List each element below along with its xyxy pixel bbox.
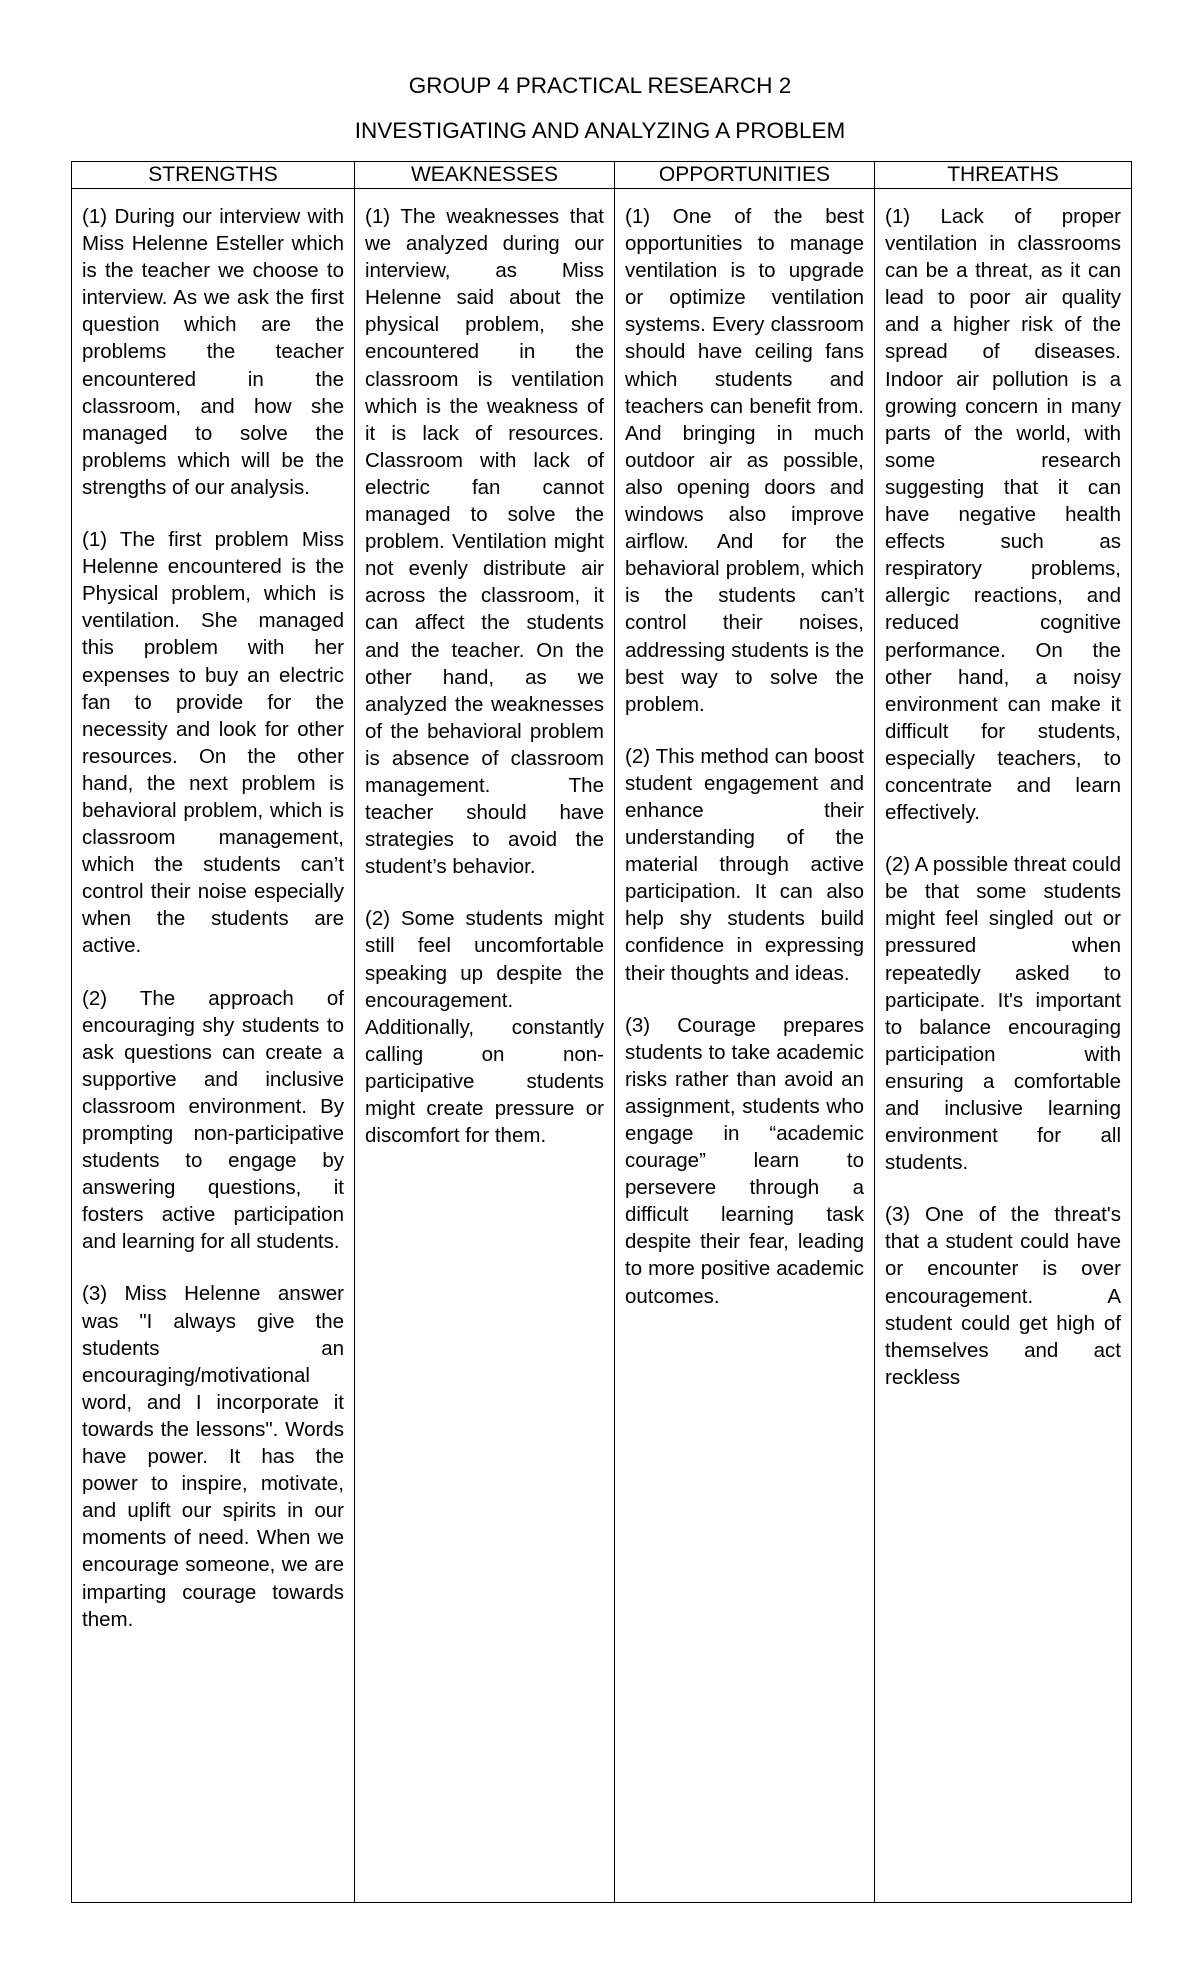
strengths-paragraph: (1) The first problem Miss Helenne encountered is the Physical problem, which is ventilation. She managed this problem with her expenses to buy an electric fan to provide for the necessity and look for other resources. On the other hand, the next problem is behavioral problem, which is classroom management, which the students can’t control their noise especially when the students are active. [82, 528, 344, 958]
opportunities-paragraph: (1) One of the best opportunities to manage ventilation is to upgrade or optimize ventilation systems. Every classroom should have ceiling fans which students and teachers can benefit from. And bringing in much outdoor air as possible, also opening doors and windows also improve airflow. And for the behavioral problem, which is the students can’t control their noises, addressing students is the best way to solve the problem. [625, 205, 864, 716]
strengths-paragraph: (2) The approach of encouraging shy students to ask questions can create a supportive and inclusive classroom environment. By prompting non-participative students to engage by answering questions, it fosters active participation and learning for all students. [82, 986, 344, 1254]
threats-paragraph: (2) A possible threat could be that some students might feel singled out or pressured when repeatedly asked to participate. It's important to balance encouraging participation with ensuring a comfortable and inclusive learning environment for all students. [885, 853, 1121, 1175]
header-opportunities: OPPORTUNITIES [615, 162, 875, 189]
threats-paragraph: (3) One of the threat's that a student could have or encounter is over encouragement. A student could get high of themselves and act reckless [885, 1203, 1121, 1389]
weaknesses-paragraph: (1) The weaknesses that we analyzed during our interview, as Miss Helenne said about the physical problem, she encountered in the classroom is ventilation which is the weakness of it is lack of resources. Classroom with lack of electric fan cannot managed to solve the problem. Ventilation might not evenly distribute air across the classroom, it can affect the students and the teacher. On the other hand, as we analyzed the weaknesses of the behavioral problem is absence of classroom management. The teacher should have strategies to avoid the student’s behavior. [365, 205, 604, 879]
threats-cell [875, 189, 1132, 1903]
document-subtitle: INVESTIGATING AND ANALYZING A PROBLEM [354, 118, 846, 143]
header-weaknesses: WEAKNESSES [355, 162, 615, 189]
document-title: GROUP 4 PRACTICAL RESEARCH 2 [408, 73, 792, 98]
weaknesses-paragraph: (2) Some students might still feel uncomfortable speaking up despite the encouragement. Additionally, constantly calling on non-participative students might create pressure or discomfort for them. [365, 907, 604, 1148]
opportunities-paragraph: (2) This method can boost student engagement and enhance their understanding of the material through active participation. It can also help shy students build confidence in expressing their thoughts and ideas. [625, 744, 864, 985]
swot-table [71, 161, 1132, 1903]
strengths-cell [72, 189, 355, 1903]
strengths-paragraph: (1) During our interview with Miss Helenne Esteller which is the teacher we choose to interview. As we ask the first question which are the problems the teacher encountered in the classroom, and how she managed to solve the problems which will be the strengths of our analysis. [82, 205, 344, 499]
header-threats: THREATHS [875, 162, 1132, 189]
header-strengths: STRENGTHS [72, 162, 355, 189]
opportunities-paragraph: (3) Courage prepares students to take academic risks rather than avoid an assignment, students who engage in “academic courage” learn to persevere through a difficult learning task despite their fear, leading to more positive academic outcomes. [625, 1013, 864, 1308]
opportunities-cell [615, 189, 875, 1903]
strengths-paragraph: (3) Miss Helenne answer was "I always give the students an encouraging/motivational word, and I incorporate it towards the lessons". Words have power. It has the power to inspire, motivate, and uplift our spirits in our moments of need. When we encourage someone, we are imparting courage towards them. [82, 1282, 344, 1631]
content-row [72, 189, 1132, 1903]
threats-paragraph: (1) Lack of proper ventilation in classrooms can be a threat, as it can lead to poor air quality and a higher risk of the spread of diseases. Indoor air pollution is a growing concern in many parts of the world, with some research suggesting that it can have negative health effects such as respiratory problems, allergic reactions, and reduced cognitive performance. On the other hand, a noisy environment can make it difficult for students, especially teachers, to concentrate and learn effectively. [885, 205, 1121, 825]
header-row [72, 162, 1132, 189]
weaknesses-cell [355, 189, 615, 1903]
